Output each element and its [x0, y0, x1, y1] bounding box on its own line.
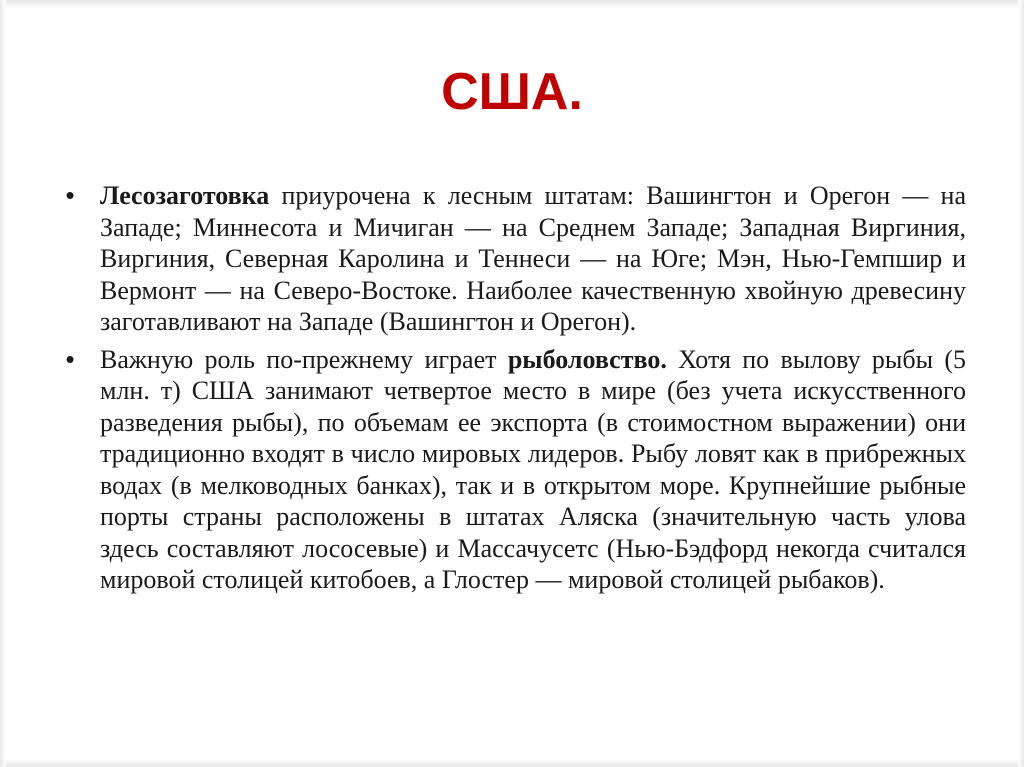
- bullet-fishing-text-before: Важную роль по-прежнему играет: [100, 344, 508, 374]
- slide-frame-top: [0, 0, 1024, 8]
- bullet-fishing: [60, 344, 966, 596]
- slide-frame-bottom: [0, 759, 1024, 767]
- bullet-icon: •: [65, 180, 75, 210]
- bullet-logging: [60, 180, 966, 338]
- bullet-logging-keyword: Лесозаготовка: [100, 181, 270, 210]
- slide-body: [60, 180, 966, 602]
- bullet-logging-text: приурочена к лесным штатам: Вашингтон и Орегон — на Западе; Миннесота и Мичиган — на Среднем Западе; Западная Виргиния, Виргиния, Северная Каролина и Теннеси — на Юге; Мэн, Нью-Гемпшир и Вермонт — на Северо-Востоке. Наиболее качественную хвойную древесину заготавливают на Западе (Вашингтон и Орегон).: [100, 181, 966, 336]
- slide-title: США.: [441, 63, 583, 121]
- bullet-icon: •: [65, 343, 75, 374]
- bullet-fishing-text-after: Хотя по вылову рыбы (5 млн. т) США занимают четвертое место в мире (без учета искусственного разведения рыбы), по объемам ее экспорта (в стоимостном выражении) они традиционно входят в число мировых лидеров. Рыбу ловят как в прибрежных водах (в мелководных банках), так и в открытом море. Крупнейшие рыбные порты страны расположены в штатах Аляска (значительную часть улова здесь составляют лососевые) и Массачусетс (Нью-Бэдфорд некогда считался мировой столицей китобоев, а Глостер — мировой столицей рыбаков).: [100, 344, 966, 594]
- bullet-fishing-keyword: рыболовство.: [507, 344, 667, 374]
